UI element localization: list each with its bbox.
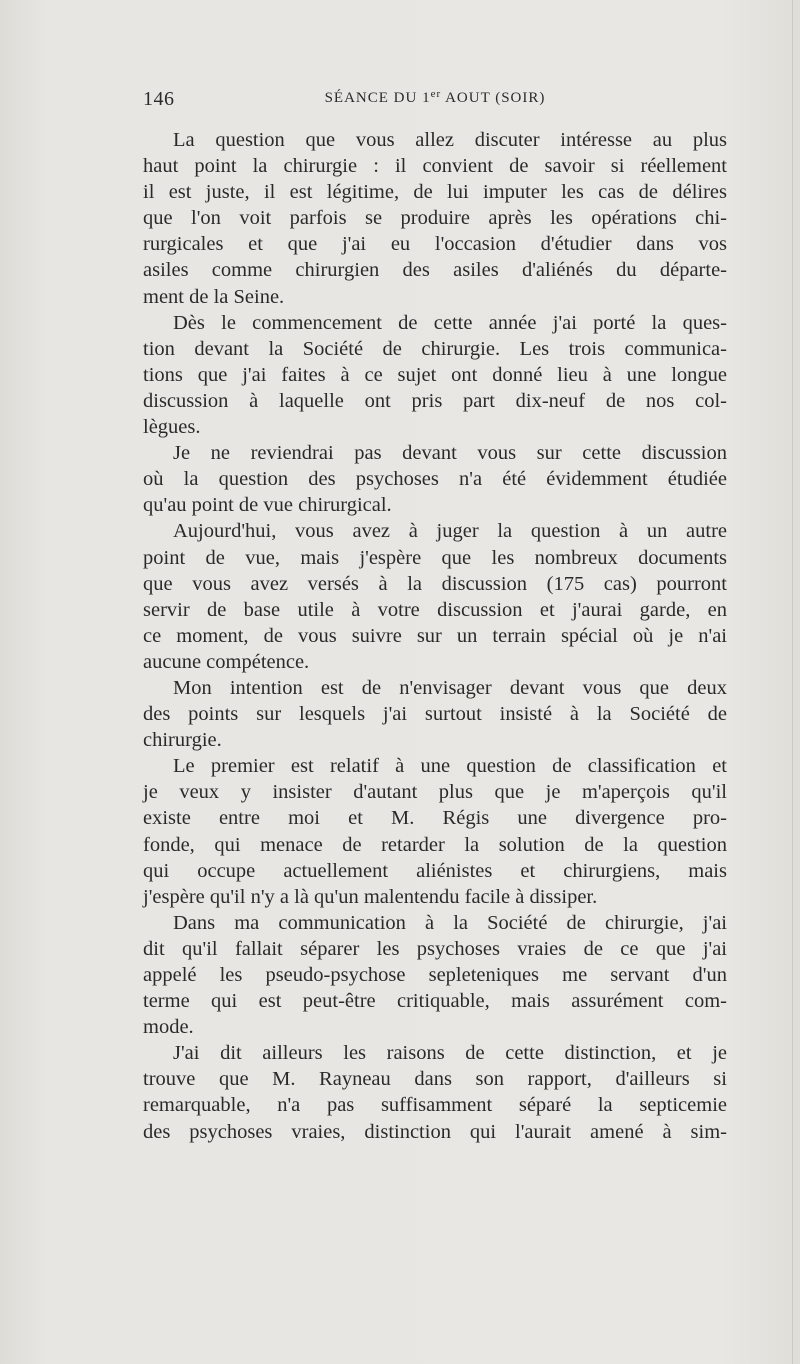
text-line: chirurgie. [143,729,222,752]
paragraph [143,675,727,753]
text-line: servir de base utile à votre discussion et j'aurai garde, en [143,598,727,621]
text-line: il est juste, il est légitime, de lui imputer les cas de délires [143,181,727,204]
text-line: Le premier est relatif à une question de classification et [173,755,727,778]
text-line: des points sur lesquels j'ai surtout insisté à la Société de [143,703,727,726]
text-line: point de vue, mais j'espère que les nombreux documents [143,546,727,569]
text-line: rurgicales et que j'ai eu l'occasion d'étudier dans vos [143,233,727,256]
paragraph [143,127,727,310]
text-line: haut point la chirurgie : il convient de savoir si réellement [143,155,727,178]
text-line: que l'on voit parfois se produire après les opérations chi- [143,207,727,230]
page-header [143,88,727,114]
text-line: Dès le commencement de cette année j'ai porté la ques- [173,311,727,334]
text-line: ment de la Seine. [143,285,285,308]
running-head-start: SÉANCE DU 1 [324,90,431,106]
text-line: Dans ma communication à la Société de chirurgie, j'ai [173,911,727,934]
running-head [143,90,727,107]
text-line: remarquable, n'a pas suffisamment séparé la septicemie [143,1094,727,1117]
paragraph [143,310,727,440]
text-line: que vous avez versés à la discussion (175 cas) pourront [143,572,727,595]
text-line: Aujourd'hui, vous avez à juger la question à un autre [173,520,727,543]
paragraph [143,440,727,518]
text-line: dit qu'il fallait séparer les psychoses vraies de ce que j'ai [143,937,727,960]
text-line: des psychoses vraies, distinction qui l'aurait amené à sim- [143,1120,727,1143]
text-line: Je ne reviendrai pas devant vous sur cette discussion [173,442,727,465]
text-line: tions que j'ai faites à ce sujet ont donné lieu à une longue [143,363,727,386]
text-line: j'espère qu'il n'y a là qu'un malentendu facile à dissiper. [143,885,598,908]
text-line: existe entre moi et M. Régis une divergence pro- [143,807,727,830]
running-head-superscript: er [430,88,442,100]
text-line: aucune compétence. [143,650,310,673]
text-line: je veux y insister d'autant plus que je m'aperçois qu'il [143,781,727,804]
text-line: qu'au point de vue chirurgical. [143,494,392,517]
paragraph [143,518,727,675]
text-line: discussion à laquelle ont pris part dix-neuf de nos col- [143,389,727,412]
text-line: asiles comme chirurgien des asiles d'aliénés du départe- [143,259,727,282]
paragraph [143,910,727,1040]
body-text [143,127,727,1145]
text-line: La question que vous allez discuter intéresse au plus [173,129,727,151]
running-head-end: AOUT (SOIR) [441,90,546,106]
text-line: trouve que M. Rayneau dans son rapport, d'ailleurs si [143,1068,727,1091]
paragraph [143,1040,727,1144]
text-line: Mon intention est de n'envisager devant vous que deux [173,676,727,699]
page-number: 146 [143,88,175,110]
text-line: qui occupe actuellement aliénistes et chirurgiens, mais [143,859,727,882]
page-edge-divider [792,0,793,1364]
text-line: lègues. [143,416,201,439]
paragraph [143,753,727,910]
text-line: terme qui est peut-être critiquable, mais assurément com- [143,990,727,1013]
text-line: tion devant la Société de chirurgie. Les trois communica- [143,337,727,360]
text-line: appelé les pseudo-psychose sepleteniques me servant d'un [143,964,727,986]
text-line: J'ai dit ailleurs les raisons de cette distinction, et je [173,1042,727,1065]
text-line: où la question des psychoses n'a été évidemment étudiée [143,468,727,491]
text-line: ce moment, de vous suivre sur un terrain spécial où je n'ai [143,624,727,647]
text-line: fonde, qui menace de retarder la solution de la question [143,833,727,856]
text-line: mode. [143,1016,194,1039]
